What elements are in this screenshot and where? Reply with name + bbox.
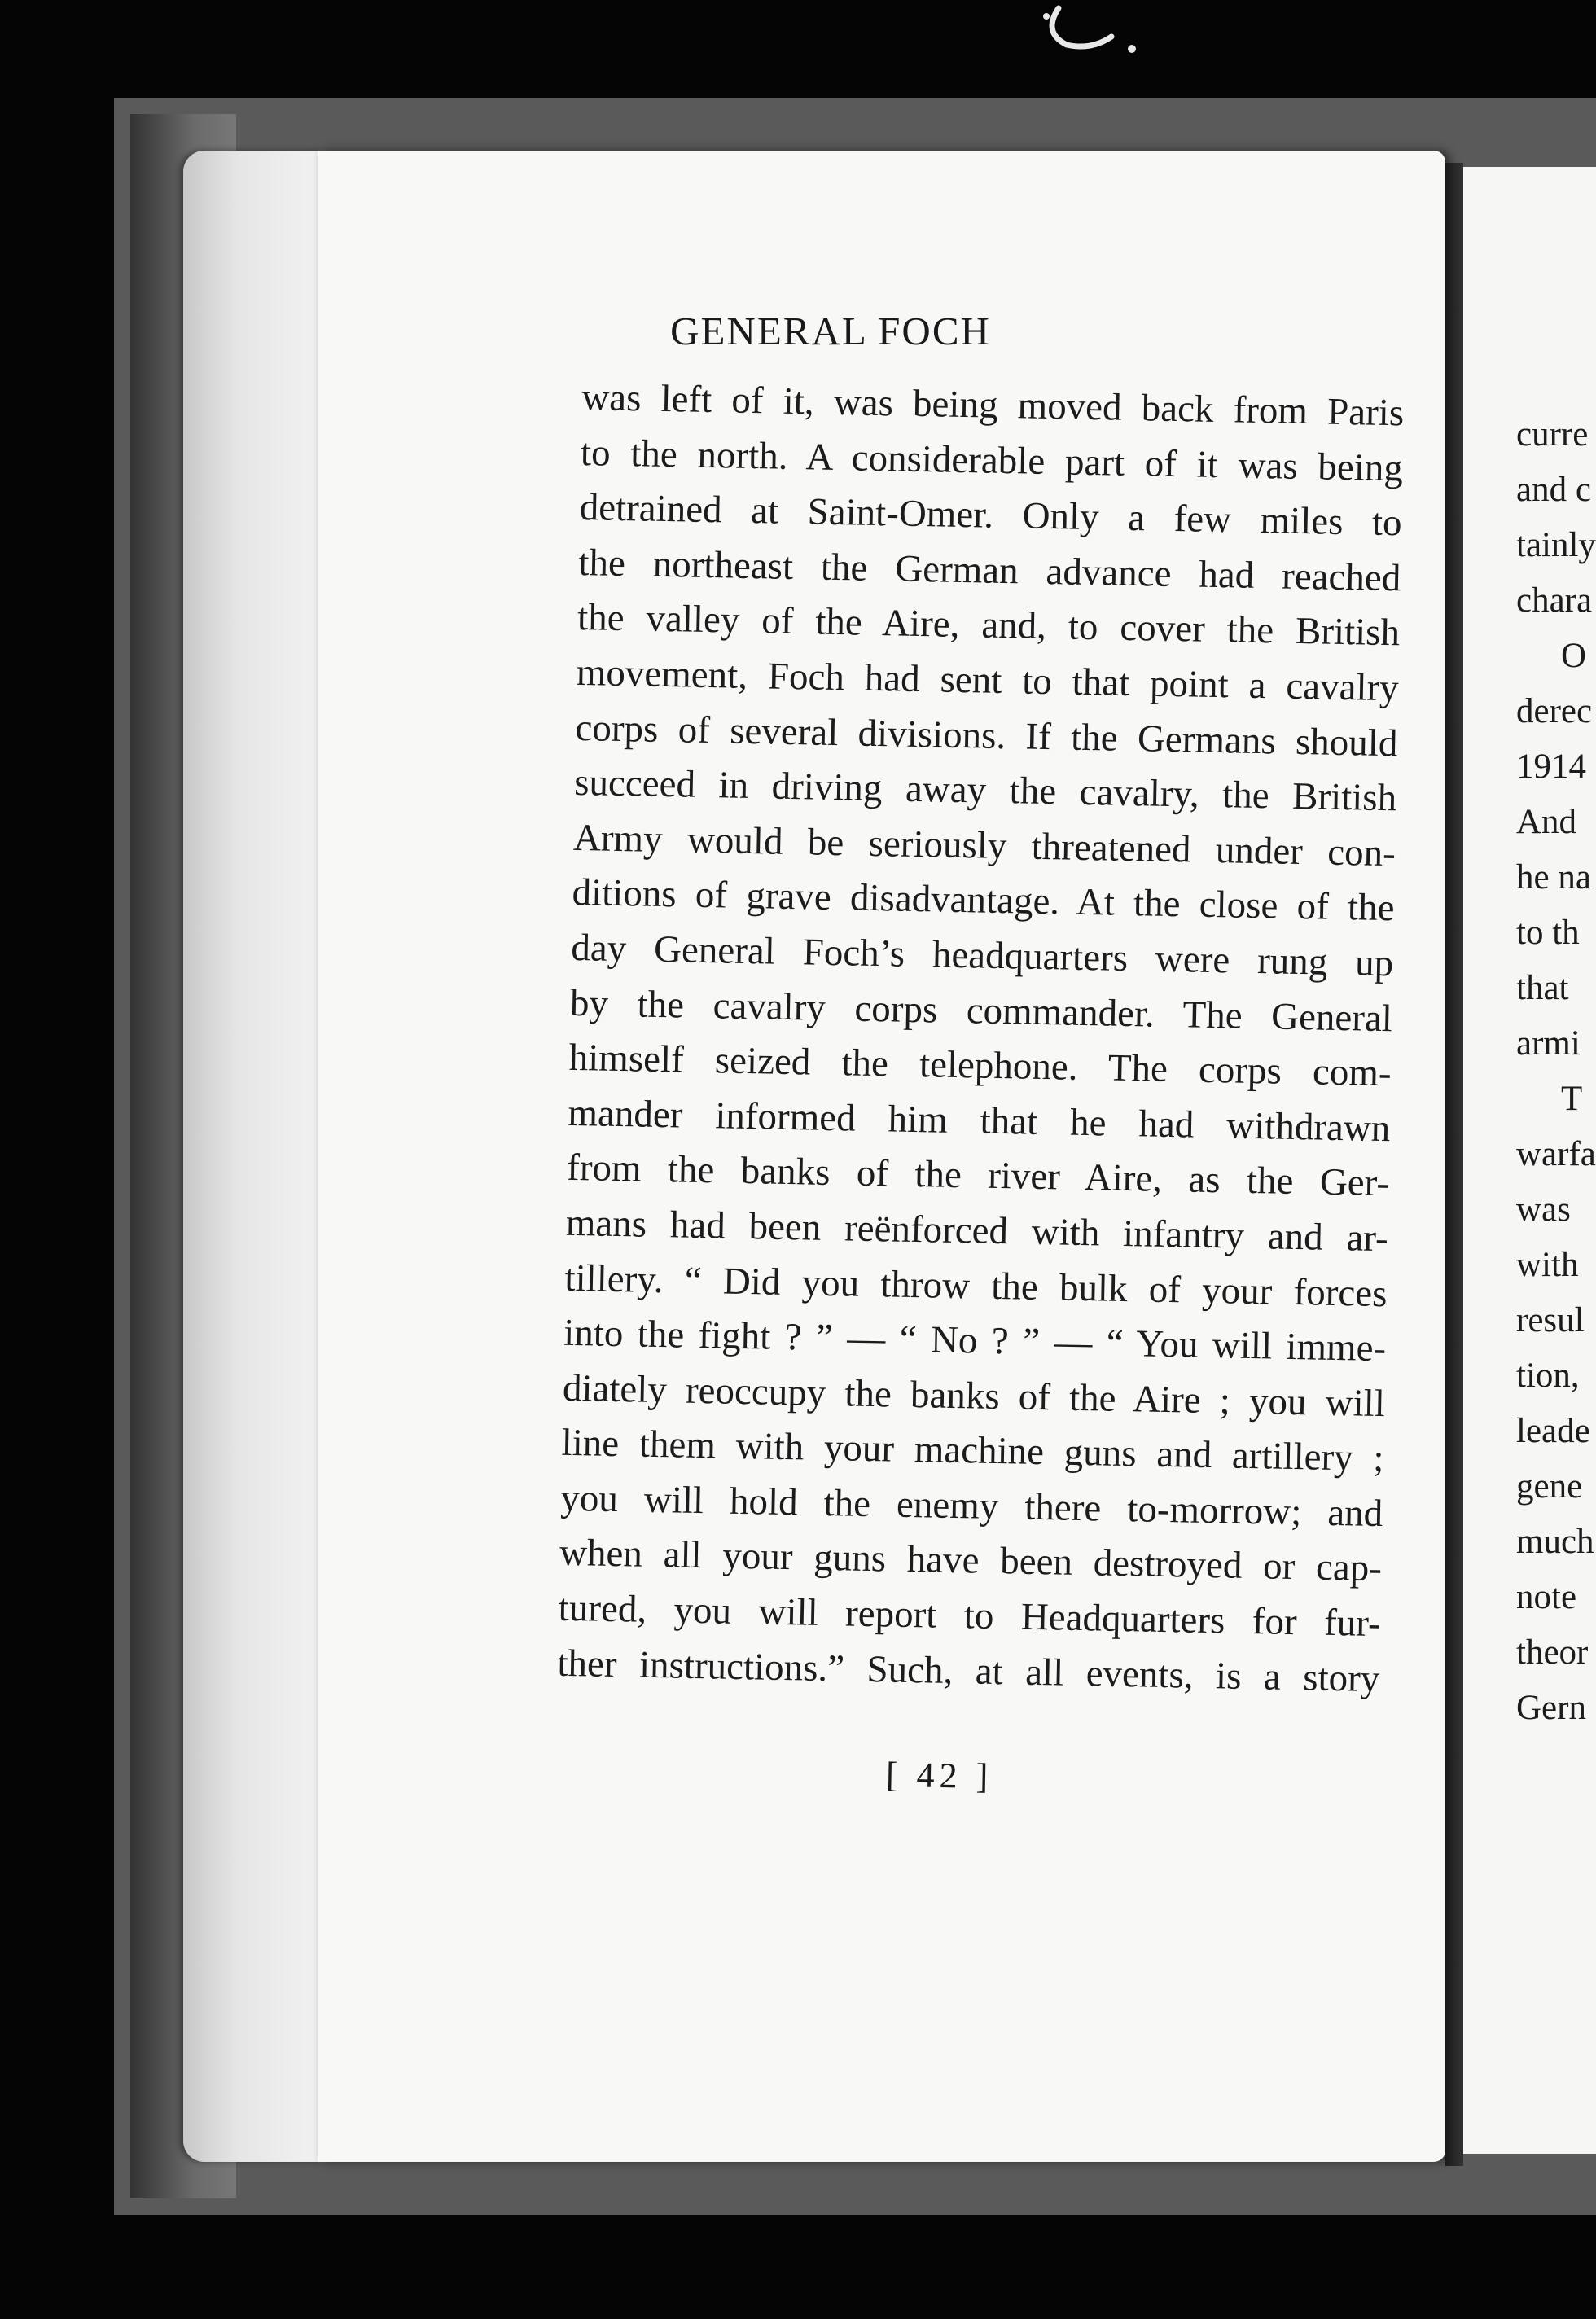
facing-text-line: gene xyxy=(1516,1467,1583,1506)
facing-page-text xyxy=(1516,407,1596,1736)
text-line: the valley of the Aire, and, to cover the British xyxy=(577,596,1401,655)
facing-text-line: O xyxy=(1561,637,1587,675)
text-line: himself seized the telephone. The corps com- xyxy=(568,1036,1392,1095)
facing-text-line: derec xyxy=(1516,692,1593,730)
facing-text-line: with xyxy=(1516,1246,1579,1284)
facing-text-line: armi xyxy=(1516,1024,1581,1063)
text-line: corps of several divisions. If the Germans should xyxy=(575,706,1398,765)
scan-artifact-mark xyxy=(1034,0,1140,57)
facing-text-line: was xyxy=(1516,1190,1571,1229)
facing-text-line: tion, xyxy=(1516,1357,1580,1395)
facing-text-line: And xyxy=(1516,803,1577,841)
text-line: tillery. “ Did you throw the bulk of your forces xyxy=(564,1256,1388,1315)
text-line: into the fight ? ” — “ No ? ” — “ You will imme- xyxy=(563,1311,1387,1370)
text-line: when all your guns have been destroyed or cap- xyxy=(559,1532,1383,1590)
page-stack-edge xyxy=(183,151,322,2162)
text-line: Army would be seriously threatened under con- xyxy=(572,816,1396,875)
text-line: by the cavalry corps commander. The General xyxy=(569,981,1393,1040)
facing-text-line: note xyxy=(1516,1578,1577,1616)
text-line: was left of it, was being moved back from Paris xyxy=(581,375,1405,435)
text-line: the northeast the German advance had reached xyxy=(577,541,1401,600)
text-line: to the north. A considerable part of it was being xyxy=(580,431,1404,489)
text-line: succeed in driving away the cavalry, the British xyxy=(573,761,1397,820)
text-line: you will hold the enemy there to-morrow; and xyxy=(559,1476,1383,1536)
facing-text-line: to th xyxy=(1516,914,1580,952)
text-line: tured, you will report to Headquarters for fur- xyxy=(558,1586,1382,1646)
running-head: GENERAL FOCH xyxy=(670,309,991,353)
text-line: mans had been reënforced with infantry and ar- xyxy=(565,1201,1389,1260)
facing-text-line: that xyxy=(1516,969,1569,1007)
facing-text-line: tainly xyxy=(1516,526,1596,564)
text-line: from the banks of the river Aire, as the Ger- xyxy=(566,1146,1390,1205)
text-line: diately reoccupy the banks of the Aire ; you will xyxy=(562,1366,1386,1425)
facing-text-line: Gern xyxy=(1516,1689,1586,1727)
text-line: day General Foch’s headquarters were rung up xyxy=(570,926,1394,985)
text-line: movement, Foch had sent to that point a cavalry xyxy=(576,651,1400,710)
facing-text-line: chara xyxy=(1516,581,1593,620)
facing-text-line: he na xyxy=(1516,858,1591,896)
facing-text-line: resul xyxy=(1516,1301,1585,1339)
text-line: detrained at Saint-Omer. Only a few miles to xyxy=(579,486,1403,545)
facing-text-line: curre xyxy=(1516,415,1589,454)
page-gutter xyxy=(1445,163,1463,2166)
facing-text-line: much xyxy=(1516,1523,1594,1561)
text-line: ther instructions.” Such, at all events, is a story xyxy=(557,1642,1380,1700)
facing-text-line: warfa xyxy=(1516,1135,1596,1173)
facing-text-line: and c xyxy=(1516,471,1591,509)
facing-text-line: 1914 xyxy=(1516,747,1586,786)
facing-text-line: theor xyxy=(1516,1633,1589,1672)
text-line: mander informed him that he had withdrawn xyxy=(567,1091,1391,1150)
text-line: ditions of grave disadvantage. At the close of the xyxy=(572,871,1396,930)
page-number: [ 42 ] xyxy=(885,1754,993,1797)
text-line: line them with your machine guns and artillery ; xyxy=(561,1422,1385,1480)
facing-text-line: T xyxy=(1561,1080,1583,1118)
facing-text-line: leade xyxy=(1516,1412,1590,1450)
page-body-text xyxy=(557,370,1405,1707)
